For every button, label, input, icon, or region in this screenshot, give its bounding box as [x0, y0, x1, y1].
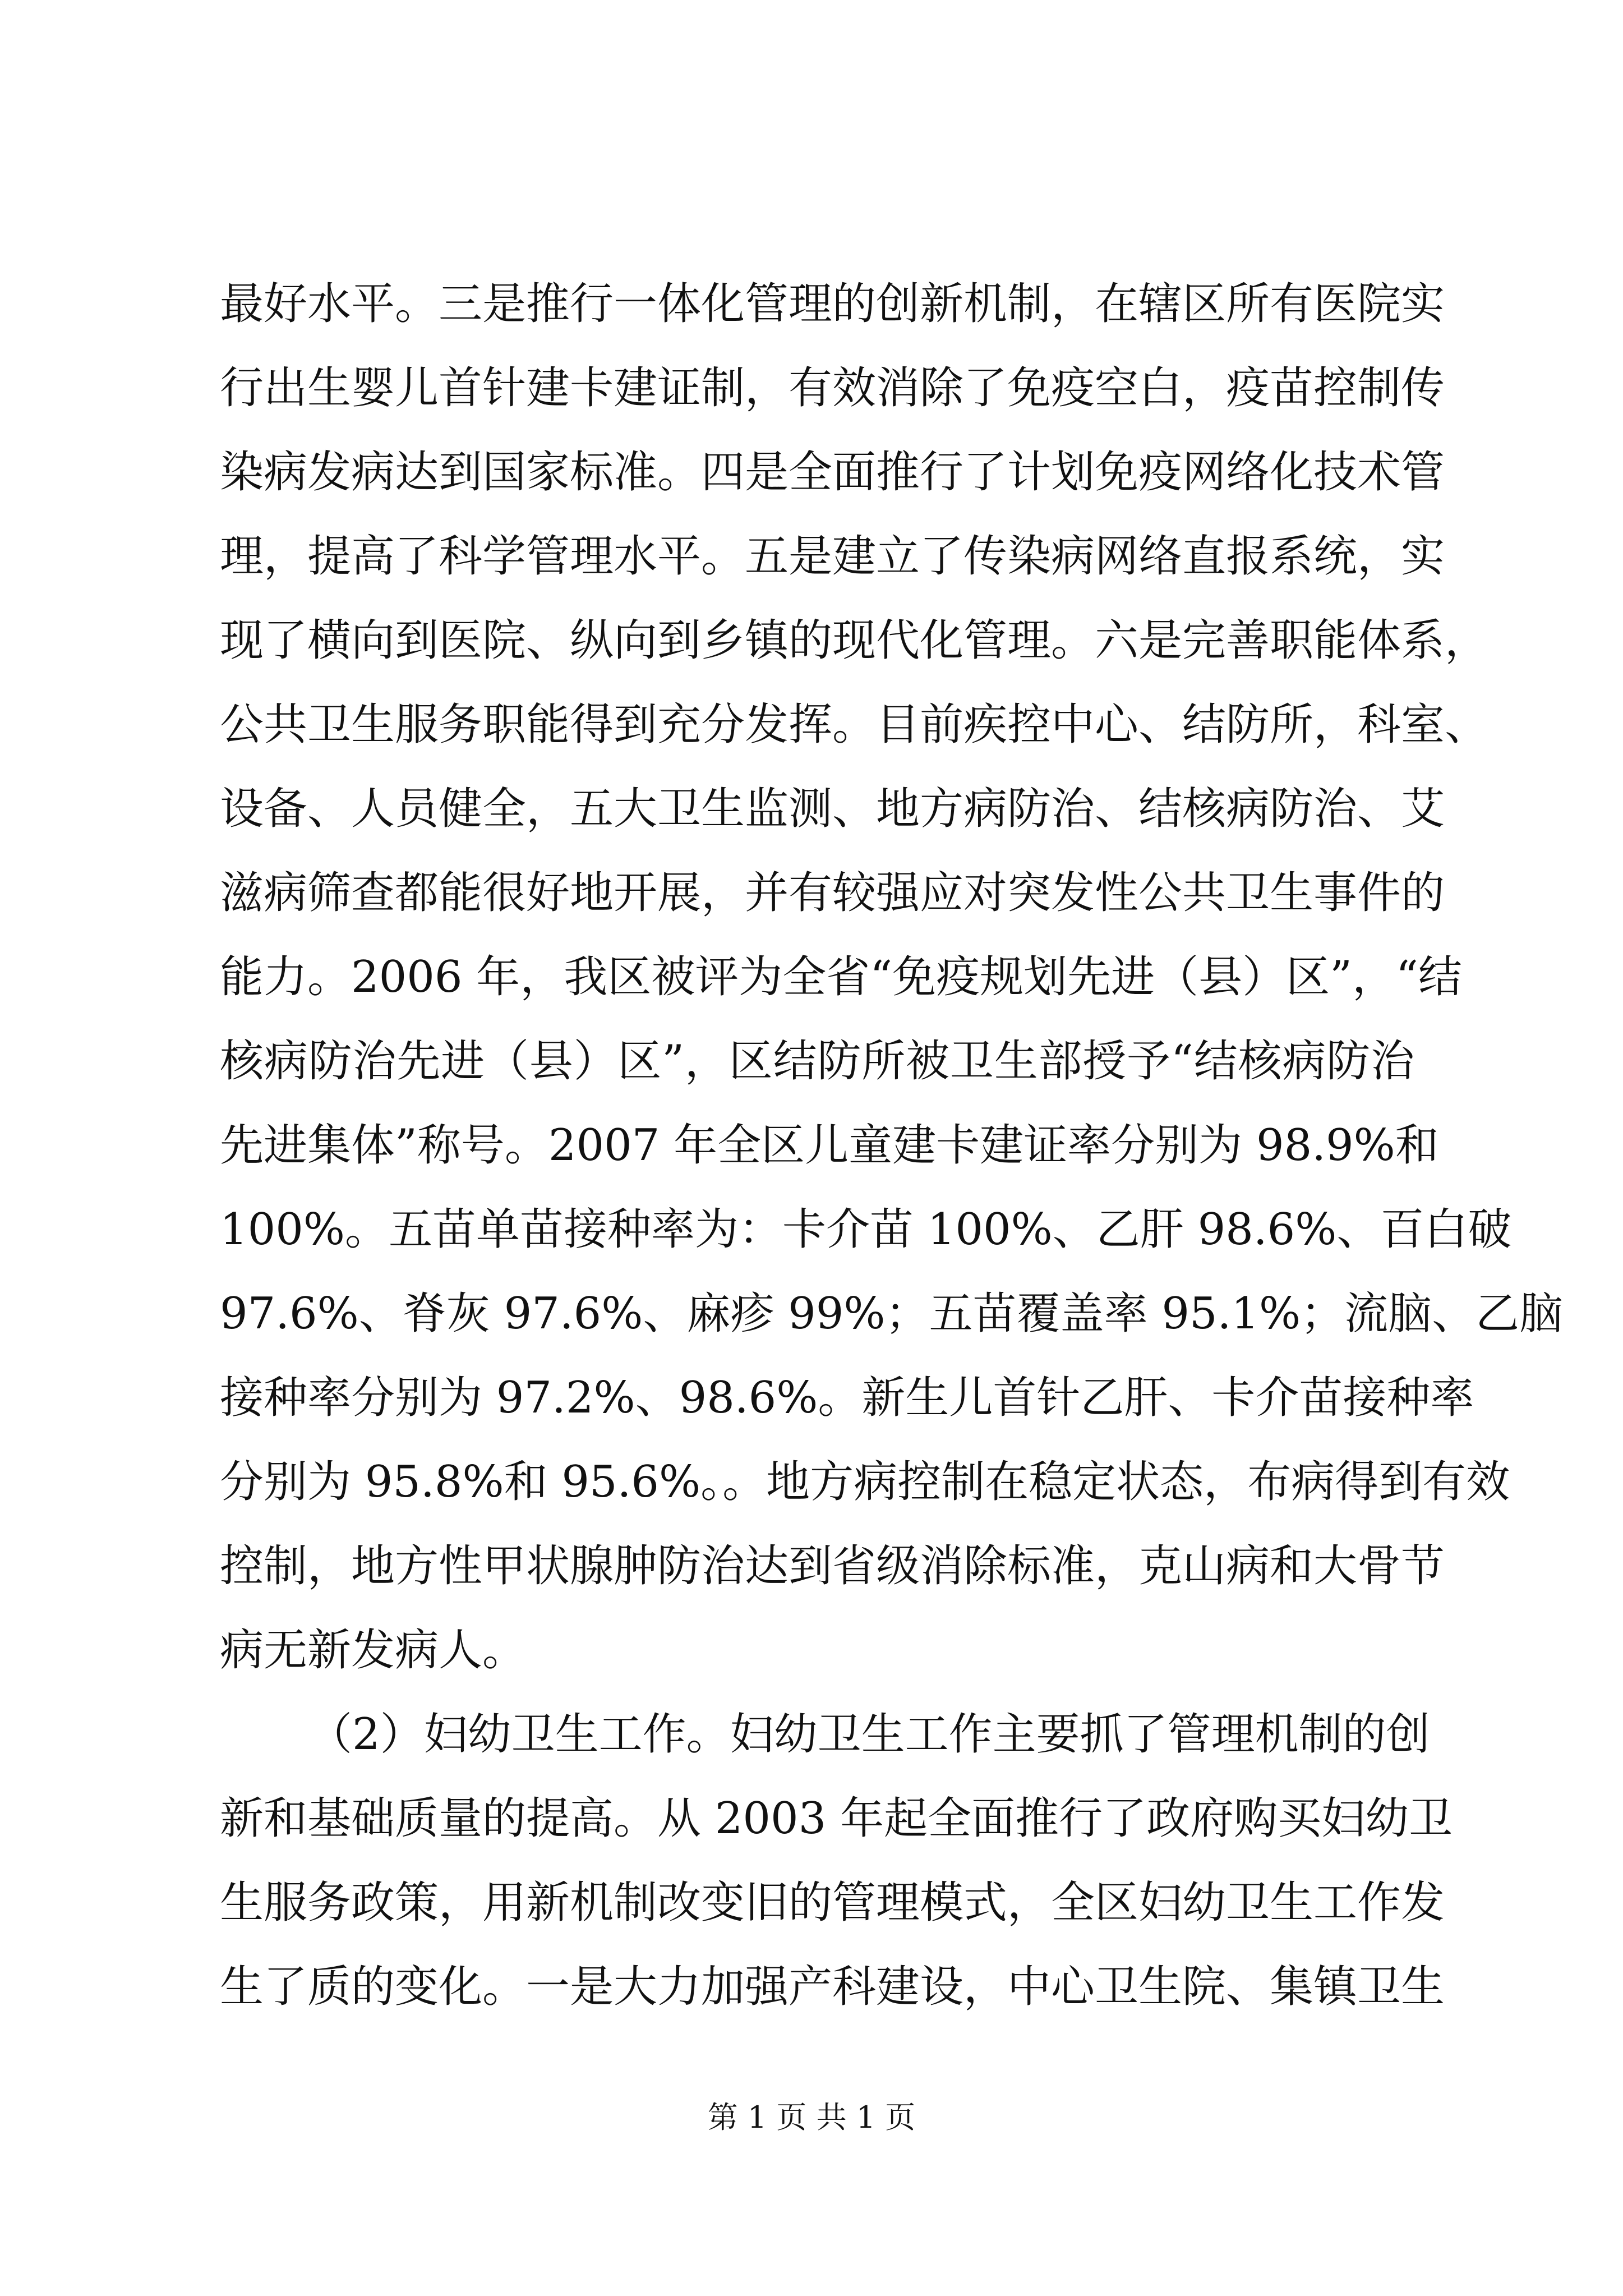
section-heading-line: （2）妇幼卫生工作。妇幼卫生工作主要抓了管理机制的创: [308, 1709, 1430, 1760]
body-text-line: 新和基础质量的提高。从 2003 年起全面推行了政府购买妇幼卫: [220, 1793, 1453, 1844]
body-text-line: 现了横向到医院、纵向到乡镇的现代化管理。六是完善职能体系，: [220, 615, 1489, 666]
body-text-line: 能力。2006 年，我区被评为全省“免疫规划先进（县）区”，“结: [220, 952, 1462, 1002]
body-text-line: 公共卫生服务职能得到充分发挥。目前疾控中心、结防所，科室、: [220, 700, 1489, 750]
body-text-line: 97.6%、脊灰 97.6%、麻疹 99%；五苗覆盖率 95.1%；流脑、乙脑: [220, 1289, 1564, 1339]
body-text-line: 染病发病达到国家标准。四是全面推行了计划免疫网络化技术管: [220, 447, 1445, 498]
body-text-line: 生服务政策，用新机制改变旧的管理模式，全区妇幼卫生工作发: [220, 1878, 1445, 1928]
body-text-line: 先进集体”称号。2007 年全区儿童建卡建证率分别为 98.9%和: [220, 1120, 1439, 1171]
body-text-line: 分别为 95.8%和 95.6%。。地方病控制在稳定状态，布病得到有效: [220, 1457, 1510, 1507]
body-text-line: 理，提高了科学管理水平。五是建立了传染病网络直报系统，实: [220, 531, 1445, 582]
body-text-line: 控制，地方性甲状腺肿防治达到省级消除标准，克山病和大骨节: [220, 1541, 1445, 1591]
body-text-line: 核病防治先进（县）区”，区结防所被卫生部授予“结核病防治: [220, 1036, 1414, 1087]
page-footer: 第 1 页 共 1 页: [707, 2100, 916, 2135]
body-text-line: 设备、人员健全，五大卫生监测、地方病防治、结核病防治、艾: [220, 784, 1445, 834]
body-text-line: 生了质的变化。一是大力加强产科建设，中心卫生院、集镇卫生: [220, 1962, 1445, 2012]
body-text-line: 滋病筛查都能很好地开展，并有较强应对突发性公共卫生事件的: [220, 868, 1445, 918]
body-text-line: 接种率分别为 97.2%、98.6%。新生儿首针乙肝、卡介苗接种率: [220, 1373, 1474, 1423]
body-text-line: 最好水平。三是推行一体化管理的创新机制，在辖区所有医院实: [220, 279, 1445, 329]
body-text-line: 病无新发病人。: [220, 1625, 527, 1676]
body-text-line: 100%。五苗单苗接种率为：卡介苗 100%、乙肝 98.6%、百白破: [220, 1204, 1512, 1255]
body-text-line: 行出生婴儿首针建卡建证制，有效消除了免疫空白，疫苗控制传: [220, 363, 1445, 413]
